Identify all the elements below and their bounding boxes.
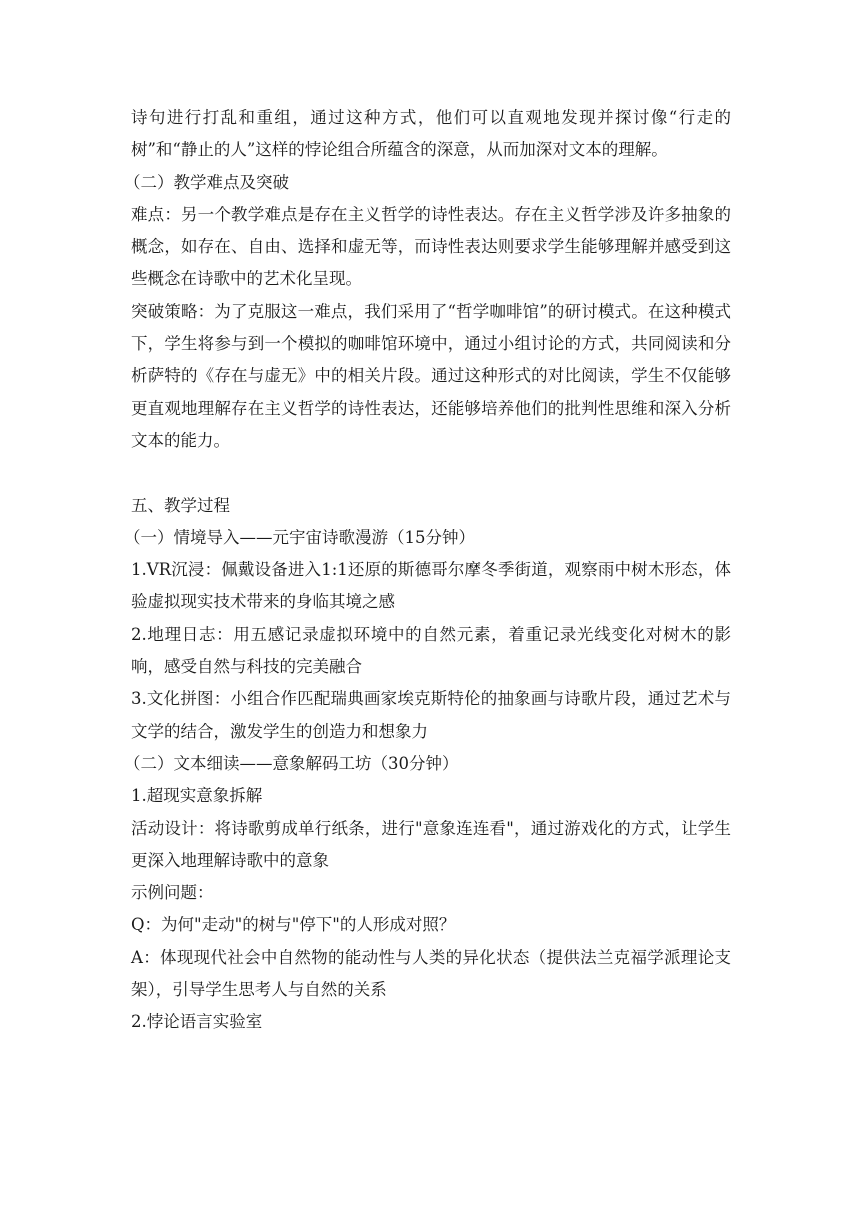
paragraph: 难点：另一个教学难点是存在主义哲学的诗性表达。存在主义哲学涉及许多抽象的概念，如存在、自由、选择和虚无等，而诗性表达则要求学生能够理解并感受到这些概念在诗歌中的艺术化呈现。 (131, 204, 731, 289)
paragraph: 活动设计：将诗歌剪成单行纸条，进行"意象连连看"，通过游戏化的方式，让学生更深入地理解诗歌中的意象 (131, 818, 731, 870)
question-line: Q：为何"走动"的树与"停下"的人形成对照？ (131, 915, 456, 935)
document-body (124, 102, 731, 1039)
section-subheading: （二）教学难点及突破 (124, 172, 289, 192)
paragraph: 示例问题： (131, 883, 214, 903)
paragraph: 突破策略：为了克服这一难点，我们采用了“哲学咖啡馆”的研讨模式。在这种模式下，学生将参与到一个模拟的咖啡馆环境中，通过小组讨论的方式，共同阅读和分析萨特的《存在与虚无》中的相关片段。通过这种形式的对比阅读，学生不仅能够更直观地理解存在主义哲学的诗性表达，还能够培养他们的批判性思维和深入分析文本的能力。 (131, 301, 731, 450)
list-item: 2.悖论语言实验室 (131, 1012, 263, 1032)
section-heading: 五、教学过程 (131, 495, 230, 515)
section-subheading: （二）文本细读——意象解码工坊（30分钟） (124, 753, 459, 773)
answer-line: A：体现现代社会中自然物的能动性与人类的异化状态（提供法兰克福学派理论支架），引导学生思考人与自然的关系 (131, 947, 731, 1000)
section-subheading: （一）情境导入——元宇宙诗歌漫游（15分钟） (124, 527, 475, 547)
blank-line (131, 457, 731, 489)
paragraph: 诗句进行打乱和重组，通过这种方式，他们可以直观地发现并探讨像“行走的树”和“静止的人”这样的悖论组合所蕴含的深意，从而加深对文本的理解。 (131, 108, 731, 160)
list-item: 2.地理日志：用五感记录虚拟环境中的自然元素，着重记录光线变化对树木的影响，感受自然与科技的完美融合 (131, 624, 731, 677)
list-item: 1.超现实意象拆解 (131, 786, 263, 806)
list-item: 1.VR沉浸：佩戴设备进入1:1还原的斯德哥尔摩冬季街道，观察雨中树木形态，体验虚拟现实技术带来的身临其境之感 (131, 560, 731, 612)
list-item: 3.文化拼图：小组合作匹配瑞典画家埃克斯特伦的抽象画与诗歌片段，通过艺术与文学的结合，激发学生的创造力和想象力 (131, 689, 731, 741)
